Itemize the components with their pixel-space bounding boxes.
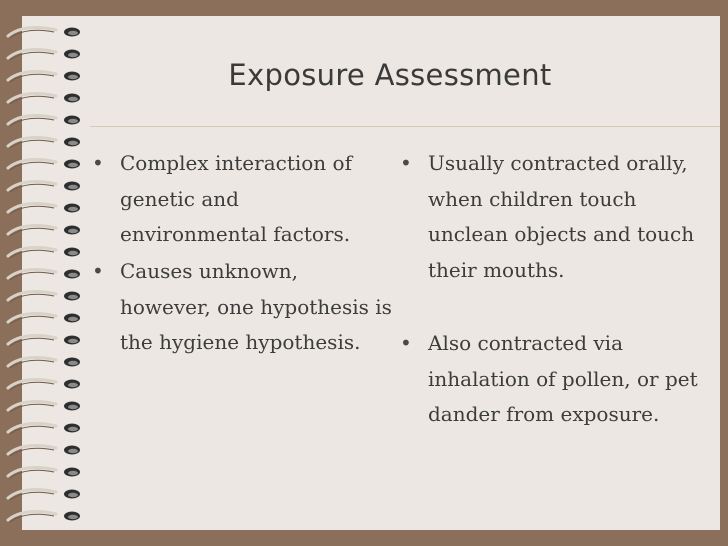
binding-hole-highlight bbox=[68, 185, 78, 189]
binding-hole-highlight bbox=[68, 383, 78, 387]
binding-hole-highlight bbox=[68, 97, 78, 101]
bullet-dot-icon: • bbox=[92, 259, 104, 283]
binding-hole-highlight bbox=[68, 229, 78, 233]
bullet-item bbox=[400, 326, 700, 433]
bullet-item bbox=[92, 254, 392, 361]
binding-hole-highlight bbox=[68, 119, 78, 123]
binding-hole-highlight bbox=[68, 273, 78, 277]
binding-hole-highlight bbox=[68, 471, 78, 475]
title-divider bbox=[90, 126, 720, 127]
binding-hole-highlight bbox=[68, 141, 78, 145]
binding-hole-highlight bbox=[68, 361, 78, 365]
binding-hole-highlight bbox=[68, 317, 78, 321]
bullet-item bbox=[400, 146, 700, 325]
bullet-text: Usually contracted orally, when children touch unclean objects and touch their mouths. bbox=[428, 151, 695, 282]
spiral-binding-icon bbox=[6, 18, 82, 530]
left-bullet-list bbox=[92, 146, 392, 362]
binding-hole-highlight bbox=[68, 427, 78, 431]
right-bullet-list bbox=[400, 146, 700, 434]
binding-hole-highlight bbox=[68, 405, 78, 409]
binding-hole-highlight bbox=[68, 449, 78, 453]
bullet-text: Complex interaction of genetic and environmental factors. bbox=[120, 151, 352, 246]
binding-hole-highlight bbox=[68, 31, 78, 35]
binding-hole-highlight bbox=[68, 295, 78, 299]
binding-hole-highlight bbox=[68, 339, 78, 343]
bullet-text: Causes unknown, however, one hypothesis is the hygiene hypothesis. bbox=[120, 259, 392, 354]
binding-hole-highlight bbox=[68, 251, 78, 255]
binding-hole-highlight bbox=[68, 163, 78, 167]
binding-hole-highlight bbox=[68, 515, 78, 519]
bullet-item bbox=[92, 146, 392, 253]
slide-title: Exposure Assessment bbox=[228, 58, 552, 92]
binding-hole-highlight bbox=[68, 53, 78, 57]
binding-hole-highlight bbox=[68, 207, 78, 211]
binding-hole-highlight bbox=[68, 75, 78, 79]
bullet-dot-icon: • bbox=[92, 151, 104, 175]
binding-hole-highlight bbox=[68, 493, 78, 497]
bullet-dot-icon: • bbox=[400, 151, 412, 175]
bullet-dot-icon: • bbox=[400, 331, 412, 355]
bullet-text: Also contracted via inhalation of pollen, or pet dander from exposure. bbox=[428, 331, 698, 426]
